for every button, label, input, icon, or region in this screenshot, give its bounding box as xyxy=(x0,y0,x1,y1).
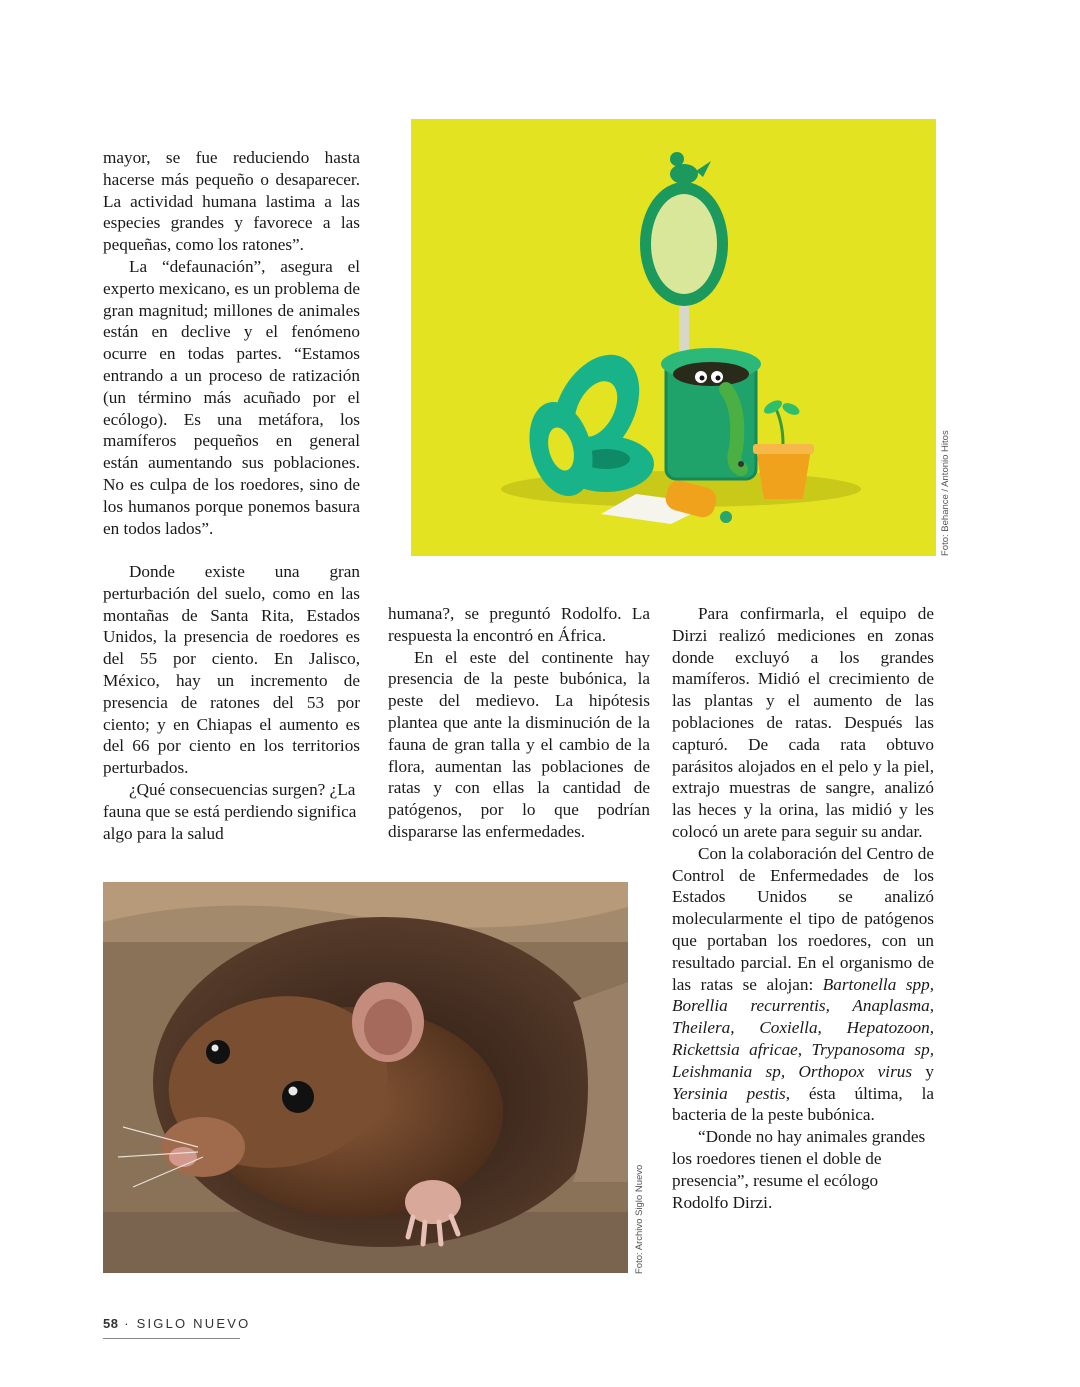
paragraph: Donde existe una gran perturbación del suelo, como en las montañas de Santa Rita, Estados Unidos, la presencia de roedores es del 55 por ciento. En Jalisco, México, hay un incremento de presencia de ratones del 53 por ciento; y en Chiapas el aumento es del 66 por ciento en los territorios perturbados. xyxy=(103,562,360,778)
text-column-1-lower xyxy=(103,561,360,844)
paragraph: humana?, se preguntó Rodolfo. La respuesta la encontró en África. xyxy=(388,604,650,645)
publication-name: SIGLO NUEVO xyxy=(136,1316,251,1331)
photo-credit: Foto: Archivo Siglo Nuevo xyxy=(634,1164,645,1274)
text-span: Con la colaboración del Centro de Control de Enfermedades de los Estados Unidos se analizó molecularmente el tipo de patógenos que portaban los roedores, con un resultado parcial. En el organismo de las ratas se alojan: xyxy=(672,843,934,994)
paragraph: mayor, se fue reduciendo hasta hacerse más pequeño o desaparecer. La actividad humana lastima a las especies grandes y favorece a las pequeñas, como los ratones”. xyxy=(103,148,360,255)
illustration-credit: Foto: Behance / Antonio Hitos xyxy=(940,430,951,556)
text-column-2 xyxy=(388,603,650,843)
trash-illustration xyxy=(411,119,936,556)
page-footer xyxy=(103,1316,250,1331)
species-name: Yersinia pestis xyxy=(672,1083,786,1103)
page-number: 58 xyxy=(103,1316,119,1331)
paragraph: ¿Qué consecuencias surgen? ¿La fauna que se está perdiendo significa algo para la salud xyxy=(103,779,357,843)
text-span: y xyxy=(912,1061,934,1081)
paragraph: Para confirmarla, el equipo de Dirzi realizó mediciones en zonas donde excluyó a los grandes mamíferos. Midió el crecimiento de las plantas y el aumento de las poblaciones de ratas. Después las capturó. De cada rata obtuvo parásitos alojados en el pelo y la piel, extrajo muestras de sangre, analizó las heces y la orina, las midió y les colocó un arete para seguir su andar. xyxy=(672,604,934,841)
rat-photo xyxy=(103,882,628,1273)
paragraph-species xyxy=(672,843,934,1126)
separator: · xyxy=(124,1316,131,1331)
footer-divider xyxy=(103,1338,240,1339)
paragraph: “Donde no hay animales grandes los roedores tienen el doble de presencia”, resume el ecólogo Rodolfo Dirzi. xyxy=(672,1127,926,1212)
text-column-3 xyxy=(672,603,934,1213)
text-column-1-upper xyxy=(103,147,360,539)
text-span: , ésta última, la bacteria de la peste bubónica. xyxy=(672,1083,934,1125)
species-list: Bartonella spp, Borellia recurrentis, Anaplasma, Theilera, Coxiella, Hepatozoon, Rickettsia africae, Trypanosoma sp, Leishmania sp, Orthopox virus xyxy=(672,974,934,1081)
paragraph: La “defaunación”, asegura el experto mexicano, es un problema de gran magnitud; millones de animales están en declive y el fenómeno ocurre en todas partes. “Estamos entrando a un proceso de ratización (un término más acuñado por el ecólogo). Es una metáfora, los mamíferos pequeños en general están aumentando sus poblaciones. No es culpa de los roedores, sino de los humanos porque ponemos basura en todos lados”. xyxy=(103,256,360,538)
paragraph: En el este del continente hay presencia de la peste bubónica, la peste del medievo. La hipótesis plantea que ante la disminución de la fauna de gran talla y el cambio de la flora, aumentan las poblaciones de ratas y con ellas la cantidad de patógenos, por lo que podrían dispararse las enfermedades. xyxy=(388,647,650,841)
